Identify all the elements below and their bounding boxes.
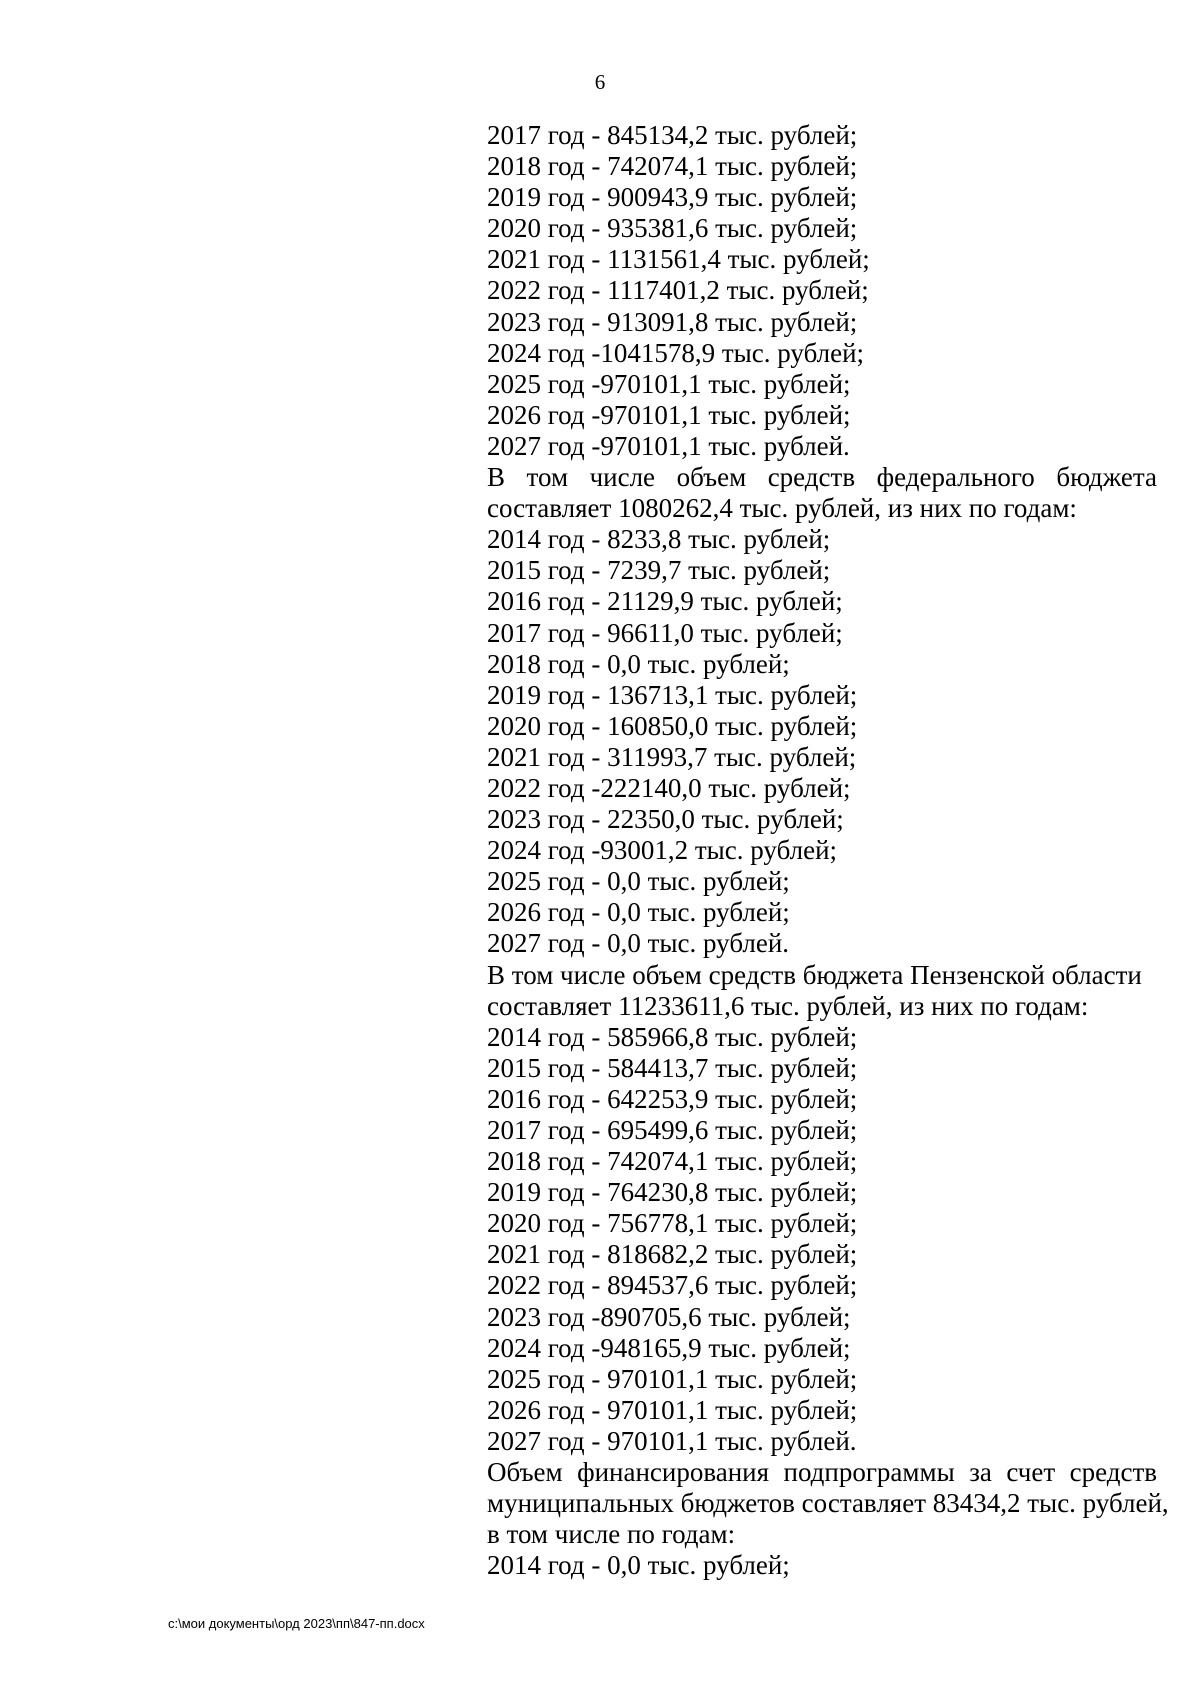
list-item: 2023 год - 913091,8 тыс. рублей; <box>487 306 858 337</box>
municipal-intro-line-1: Объем финансирования подпрограммы за счет средств <box>487 1457 1157 1488</box>
municipal-intro-line-3: в том числе по годам: <box>487 1519 736 1550</box>
list-item: 2019 год - 764230,8 тыс. рублей; <box>487 1177 858 1208</box>
list-item: 2027 год - 970101,1 тыс. рублей. <box>487 1425 857 1456</box>
list-item: 2021 год - 818682,2 тыс. рублей; <box>487 1239 858 1270</box>
list-item: 2025 год - 0,0 тыс. рублей; <box>487 866 790 897</box>
list-item: 2017 год - 695499,6 тыс. рублей; <box>487 1115 858 1145</box>
list-item: 2026 год -970101,1 тыс. рублей; <box>487 399 851 430</box>
list-item: 2015 год - 7239,7 тыс. рублей; <box>487 555 831 586</box>
list-item: 2020 год - 160850,0 тыс. рублей; <box>487 710 858 741</box>
municipal-budget-section <box>487 1457 1169 1581</box>
list-item: 2025 год - 970101,1 тыс. рублей; <box>487 1363 858 1394</box>
list-item: 2022 год - 1117401,2 тыс. рублей; <box>487 275 869 306</box>
list-item: 2021 год - 311993,7 тыс. рублей; <box>487 741 857 772</box>
list-item: 2015 год - 584413,7 тыс. рублей; <box>487 1052 858 1083</box>
list-item: 2019 год - 900943,9 тыс. рублей; <box>487 182 858 213</box>
list-item: 2014 год - 0,0 тыс. рублей; <box>487 1550 790 1581</box>
regional-intro-line-2: составляет 11233611,6 тыс. рублей, из них по годам: <box>487 990 1089 1021</box>
regional-intro-line-1: В том числе объем средств бюджета Пензенской области <box>487 959 1142 990</box>
municipal-intro-line-2: муниципальных бюджетов составляет 83434,2 тыс. рублей, <box>487 1488 1169 1519</box>
list-item: 2021 год - 1131561,4 тыс. рублей; <box>487 244 870 275</box>
list-item: 2017 год - 96611,0 тыс. рублей; <box>487 617 843 648</box>
list-item: 2020 год - 756778,1 тыс. рублей; <box>487 1208 858 1239</box>
list-item: 2024 год -93001,2 тыс. рублей; <box>487 835 838 866</box>
regional-budget-section <box>487 960 1157 1458</box>
list-item: 2018 год - 742074,1 тыс. рублей; <box>487 151 858 182</box>
list-item: 2020 год - 935381,6 тыс. рублей; <box>487 213 858 244</box>
list-item: 2022 год -222140,0 тыс. рублей; <box>487 772 851 803</box>
list-item: 2014 год - 585966,8 тыс. рублей; <box>487 1021 858 1052</box>
list-item: 2023 год -890705,6 тыс. рублей; <box>487 1301 851 1332</box>
list-item: 2027 год -970101,1 тыс. рублей. <box>487 430 850 461</box>
federal-intro-line-2: составляет 1080262,4 тыс. рублей, из них по годам: <box>487 493 1077 524</box>
list-item: 2014 год - 8233,8 тыс. рублей; <box>487 524 831 555</box>
list-item: 2027 год - 0,0 тыс. рублей. <box>487 928 790 959</box>
list-item: 2024 год -948165,9 тыс. рублей; <box>487 1332 851 1363</box>
total-by-year-list <box>487 120 1157 462</box>
list-item: 2022 год - 894537,6 тыс. рублей; <box>487 1270 858 1301</box>
list-item: 2024 год -1041578,9 тыс. рублей; <box>487 337 865 368</box>
list-item: 2026 год - 0,0 тыс. рублей; <box>487 897 790 928</box>
list-item: 2016 год - 21129,9 тыс. рублей; <box>487 586 843 617</box>
list-item: 2025 год -970101,1 тыс. рублей; <box>487 368 851 399</box>
list-item: 2026 год - 970101,1 тыс. рублей; <box>487 1394 858 1425</box>
federal-intro-line-1: В том числе объем средств федерального бюджета <box>487 462 1157 493</box>
list-item: 2016 год - 642253,9 тыс. рублей; <box>487 1083 858 1114</box>
footer-file-path: c:\мои документы\орд 2023\пп\847-пп.docx <box>168 1616 425 1631</box>
list-item: 2018 год - 0,0 тыс. рублей; <box>487 648 790 679</box>
document-body <box>487 120 1169 1581</box>
list-item: 2017 год - 845134,2 тыс. рублей; <box>487 120 858 150</box>
list-item: 2019 год - 136713,1 тыс. рублей; <box>487 679 858 710</box>
page-number: 6 <box>594 70 606 94</box>
federal-budget-section <box>487 462 1157 960</box>
list-item: 2023 год - 22350,0 тыс. рублей; <box>487 804 844 835</box>
list-item: 2018 год - 742074,1 тыс. рублей; <box>487 1146 858 1177</box>
